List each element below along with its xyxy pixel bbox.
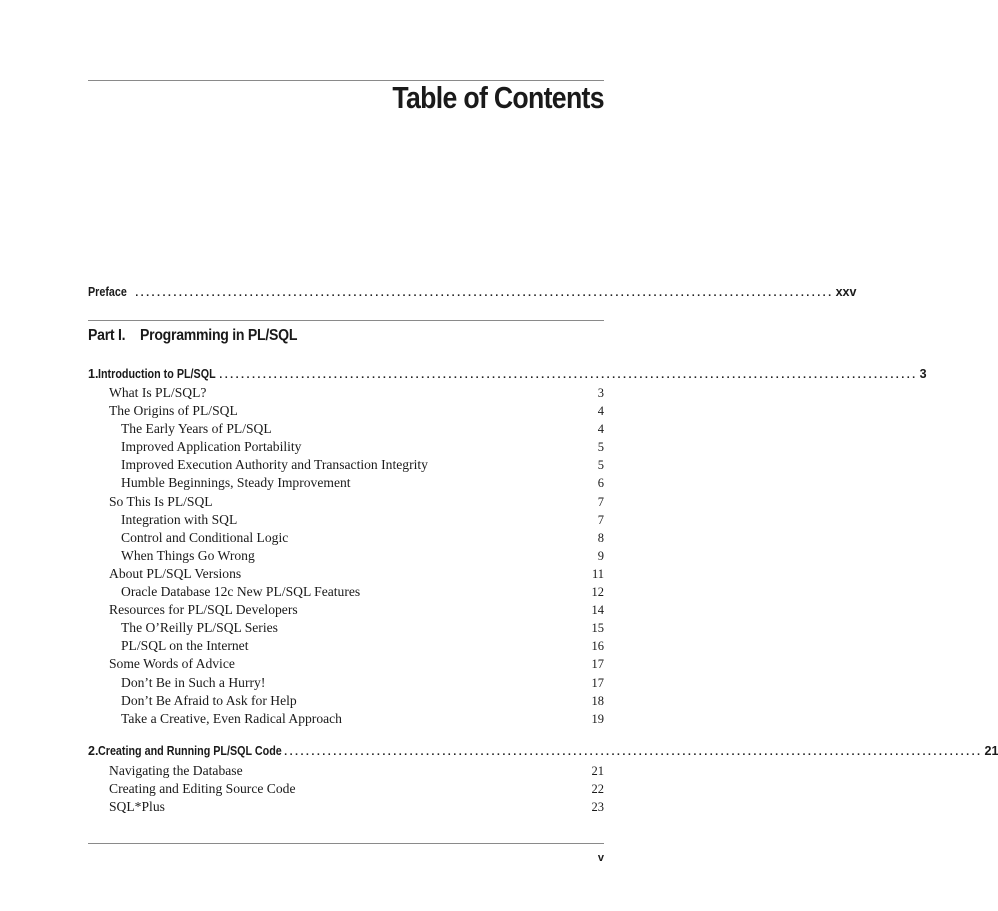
toc-entry-title: Improved Execution Authority and Transaction Integrity [121,457,428,473]
toc-entry-page: 3 [597,386,604,400]
toc-entry[interactable] [88,762,604,780]
toc-entry[interactable] [88,402,604,420]
toc-entry-page: 21 [591,764,604,778]
toc-entry-page: 9 [597,548,604,563]
toc-entry-page: 12 [591,585,604,600]
toc-entry-title: PL/SQL on the Internet [121,638,249,654]
toc-entry-page: 16 [591,639,604,654]
preface-label: Preface [88,285,127,299]
toc-entry[interactable] [88,655,604,673]
toc-entry-title: Resources for PL/SQL Developers [109,602,298,618]
toc-entry-preface[interactable] [88,285,857,299]
toc-entry[interactable] [88,547,604,565]
part-title: Programming in PL/SQL [140,327,298,344]
toc-entry-title: About PL/SQL Versions [109,565,242,581]
chapter-1-entries [88,384,604,728]
toc-entry-page: 18 [591,693,604,708]
chapter-page: 3 [919,367,927,381]
part-number: Part I. [88,327,126,344]
leader-dots: ................................................................................................................................ [135,287,834,299]
toc-entry[interactable] [88,601,604,619]
toc-entry-title: The Early Years of PL/SQL [121,421,272,437]
preface-page: xxv [835,285,857,299]
toc-entry[interactable] [88,692,604,710]
leader-dots: ................................................................................................................................ [284,746,983,758]
toc-entry-title: Improved Application Portability [121,439,302,455]
toc-entry[interactable] [88,474,604,492]
toc-entry-page: 5 [597,458,604,473]
chapter-2-entries [88,762,604,816]
toc-entry-page: 17 [591,675,604,690]
toc-entry[interactable] [88,798,604,816]
toc-entry-title: Take a Creative, Even Radical Approach [121,710,342,726]
toc-entry[interactable] [88,438,604,456]
toc-entry[interactable] [88,619,604,637]
toc-entry-page: 11 [591,566,604,581]
toc-entry-page: 23 [591,800,604,815]
toc-entry-title: The Origins of PL/SQL [109,403,238,419]
toc-entry-page: 17 [591,657,604,672]
toc-entry[interactable] [88,710,604,728]
leader-dots: ................................................................................................................................ [219,369,918,381]
toc-entry-title: SQL*Plus [109,799,165,815]
toc-entry-page: 7 [597,512,604,527]
toc-entry-title: Don’t Be Afraid to Ask for Help [121,692,297,708]
toc-entry-title: Oracle Database 12c New PL/SQL Features [121,584,361,600]
toc-entry-page: 19 [591,711,604,726]
chapter-title: Creating and Running PL/SQL Code [98,744,283,758]
toc-entry[interactable] [88,637,604,655]
toc-entry[interactable] [88,780,604,798]
toc-entry-title: So This Is PL/SQL [109,493,213,509]
toc-entry-title: Creating and Editing Source Code [109,781,296,797]
chapter-number: 2. [88,744,99,758]
page-number: v [597,852,604,864]
toc-entry-page: 4 [597,422,604,437]
toc-entry-page: 4 [597,404,604,419]
toc-entry-page: 22 [591,782,604,797]
toc-entry[interactable] [88,583,604,601]
chapter-title: Introduction to PL/SQL [98,367,217,381]
toc-chapter-2[interactable] [88,744,998,758]
toc-entry[interactable] [88,384,604,402]
toc-entry-page: 15 [591,621,604,636]
toc-entry-page: 7 [597,494,604,509]
toc-entry-page: 14 [591,603,604,618]
chapter-page: 21 [984,744,998,758]
toc-entry-title: When Things Go Wrong [121,547,255,563]
toc-entry[interactable] [88,511,604,529]
toc-chapter-1[interactable] [88,367,927,381]
toc-entry-page: 6 [597,476,604,491]
toc-entry[interactable] [88,456,604,474]
toc-entry-title: Don’t Be in Such a Hurry! [121,674,266,690]
bottom-rule [88,843,604,844]
toc-entry-page: 5 [597,440,604,455]
toc-entry[interactable] [88,674,604,692]
toc-entry-title: Some Words of Advice [109,656,235,672]
toc-entry-title: Navigating the Database [109,763,243,778]
toc-entry[interactable] [88,493,604,511]
toc-entry-page: 8 [597,530,604,545]
toc-entry[interactable] [88,529,604,547]
part-heading [88,327,319,345]
toc-entry-title: The O’Reilly PL/SQL Series [121,620,278,636]
toc-entry-title: Humble Beginnings, Steady Improvement [121,475,351,491]
toc-entry[interactable] [88,420,604,438]
toc-entry-title: Integration with SQL [121,511,238,527]
chapter-number: 1. [88,367,99,381]
page-title: Table of Contents [392,80,604,115]
part-rule [88,320,604,321]
toc-entry-title: What Is PL/SQL? [109,385,207,400]
toc-entry-title: Control and Conditional Logic [121,529,289,545]
toc-entry[interactable] [88,565,604,583]
